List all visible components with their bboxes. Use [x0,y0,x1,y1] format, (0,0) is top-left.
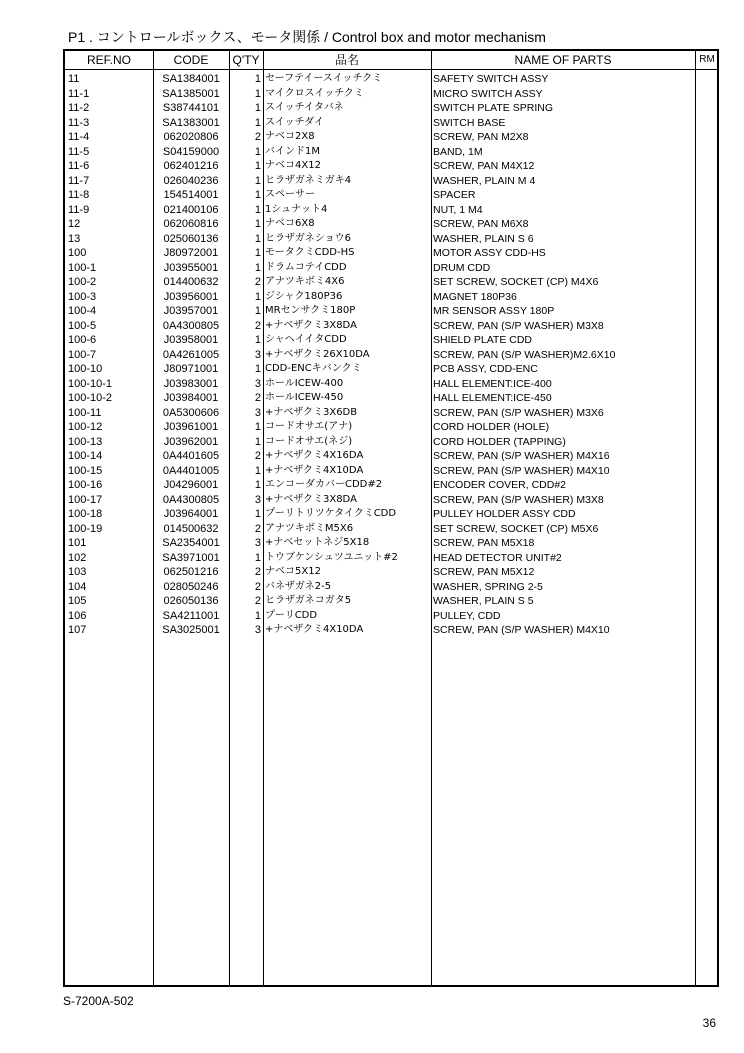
jp-name-cell: モータクミCDD-HS [265,247,355,258]
table-row [65,464,717,479]
table-row [65,304,717,319]
jp-name-cell: ホールICEW-450 [265,392,344,403]
code-cell: SA1384001 [162,73,220,85]
qty-cell: 3 [254,348,261,361]
ref-no-cell: 100-16 [68,479,103,491]
qty-cell: 2 [254,276,261,288]
jp-name-cell: スペーサー [265,189,315,200]
qty-cell: 2 [254,522,261,535]
qty-cell: 2 [254,450,261,462]
part-name-cell: PULLEY, CDD [433,609,501,622]
code-cell: SA4211001 [162,609,220,622]
code-cell: 062401216 [163,160,219,172]
code-cell: J03964001 [163,508,219,520]
qty-cell: 1 [254,247,261,259]
jp-name-cell: ヒラザガネコガタ5 [265,595,352,606]
ref-no-cell: 100-10 [68,363,103,375]
ref-no-cell: 100-11 [68,406,102,419]
jp-name-cell: エンコーダカバーCDD#2 [265,479,383,490]
ref-no-cell: 105 [68,595,87,607]
ref-no-cell: 12 [68,218,81,230]
jp-name-cell: プーリトリツケタイクミCDD [265,508,397,519]
code-cell: 021400106 [163,203,219,216]
qty-cell: 3 [254,493,261,506]
part-name-cell: SCREW, PAN M2X8 [433,131,529,143]
part-name-cell: SCREW, PAN (S/P WASHER) M4X10 [433,464,610,477]
part-name-cell: SWITCH BASE [433,116,506,129]
header-ref: REF.NO [86,53,131,67]
code-cell: 0A4261005 [162,348,220,361]
qty-cell: 1 [254,189,261,201]
qty-cell: 1 [254,421,261,433]
ref-no-cell: 100-17 [68,493,103,506]
code-cell: SA1383001 [162,116,220,129]
jp-name-cell: ナベコ4X12 [265,160,321,171]
jp-name-cell: アナツキボミ4X6 [265,276,345,287]
qty-cell: 1 [254,479,261,491]
ref-no-cell: 101 [68,537,87,549]
table-row [65,275,717,290]
code-cell: S38744101 [162,102,220,114]
table-row [65,420,717,435]
qty-cell: 2 [254,392,261,404]
ref-no-cell: 11-9 [68,203,90,216]
code-cell: J03983001 [163,377,219,390]
qty-cell: 1 [254,508,261,520]
part-name-cell: SCREW, PAN (S/P WASHER) M3X8 [433,493,604,506]
jp-name-cell: ナベコ5X12 [265,566,321,577]
part-name-cell: SHIELD PLATE CDD [433,334,532,346]
part-name-cell: SCREW, PAN M6X8 [433,218,529,230]
code-cell: S04159000 [162,145,220,158]
part-name-cell: MICRO SWITCH ASSY [433,87,543,100]
ref-no-cell: 100-3 [68,290,97,303]
qty-cell: 1 [254,174,261,187]
part-name-cell: MOTOR ASSY CDD-HS [433,247,546,259]
part-name-cell: SCREW, PAN (S/P WASHER) M4X16 [433,450,610,462]
table-row [65,145,717,160]
ref-no-cell: 11-4 [68,131,90,143]
qty-cell: 1 [254,145,261,158]
table-row [65,435,717,450]
code-cell: J03962001 [163,435,219,448]
part-name-cell: HALL ELEMENT:ICE-450 [433,392,552,404]
table-row [65,261,717,276]
table-row [65,507,717,522]
table-body [65,72,717,638]
part-name-cell: WASHER, PLAIN M 4 [433,174,536,187]
ref-no-cell: 13 [68,232,81,245]
code-cell: 062020806 [163,131,219,143]
table-row [65,72,717,87]
code-cell: 0A5300606 [162,406,220,419]
code-cell: J03961001 [163,421,219,433]
table-row [65,101,717,116]
ref-no-cell: 11-6 [68,160,90,172]
jp-name-cell: マイクロスイッチクミ [265,87,364,99]
ref-no-cell: 11-2 [68,102,90,114]
ref-no-cell: 11-7 [68,174,90,187]
table-row [65,493,717,508]
table-row [65,217,717,232]
table-row [65,565,717,580]
code-cell: 025060136 [163,232,219,245]
code-cell: J03955001 [163,261,219,274]
table-row [65,449,717,464]
jp-name-cell: プーリCDD [265,609,318,621]
ref-no-cell: 107 [68,624,87,636]
code-cell: 026050136 [163,595,219,607]
ref-no-cell: 100-4 [68,305,97,317]
qty-cell: 2 [254,595,261,607]
table-row [65,580,717,595]
jp-name-cell: MRセンサクミ180P [265,305,356,316]
qty-cell: 1 [254,290,261,303]
code-cell: 014500632 [163,522,219,535]
part-name-cell: SCREW, PAN (S/P WASHER) M4X10 [433,624,610,636]
header-code: CODE [173,53,209,67]
code-cell: 0A4300805 [162,319,220,332]
qty-cell: 1 [254,464,261,477]
document-number: S-7200A-502 [63,994,134,1008]
part-name-cell: HALL ELEMENT:ICE-400 [433,377,552,390]
jp-name-cell: +ナベザクミ3X8DA [265,319,357,331]
code-cell: 154514001 [163,189,219,201]
part-name-cell: SWITCH PLATE SPRING [433,102,553,114]
part-name-cell: WASHER, PLAIN S 5 [433,595,534,607]
qty-cell: 1 [254,203,261,216]
qty-cell: 2 [254,131,261,143]
part-name-cell: WASHER, SPRING 2-5 [433,580,543,593]
ref-no-cell: 100-15 [68,464,103,477]
jp-name-cell: ナベコ6X8 [265,218,315,229]
code-cell: J03958001 [163,334,219,346]
jp-name-cell: +ナベザクミ26X10DA [265,348,370,360]
part-name-cell: CORD HOLDER (TAPPING) [433,435,566,448]
jp-name-cell: +ナベセットネジ5X18 [265,537,370,548]
qty-cell: 1 [254,218,261,230]
table-row [65,116,717,131]
table-header [65,51,717,70]
jp-name-cell: ホールICEW-400 [265,377,344,389]
table-row [65,362,717,377]
table-row [65,188,717,203]
jp-name-cell: シャヘイイタCDD [265,334,347,345]
ref-no-cell: 100-7 [68,348,97,361]
ref-no-cell: 100-19 [68,522,103,535]
part-name-cell: PULLEY HOLDER ASSY CDD [433,508,576,520]
part-name-cell: NUT, 1 M4 [433,203,483,216]
part-name-cell: SET SCREW, SOCKET (CP) M5X6 [433,522,599,535]
qty-cell: 1 [254,435,261,448]
ref-no-cell: 100-10-1 [68,377,113,390]
qty-cell: 3 [254,624,261,636]
qty-cell: 2 [254,580,261,593]
part-name-cell: SET SCREW, SOCKET (CP) M4X6 [433,276,599,288]
ref-no-cell: 11-3 [68,116,90,129]
qty-cell: 1 [254,334,261,346]
jp-name-cell: コードオサエ(アナ) [265,421,353,432]
table-row [65,130,717,145]
qty-cell: 1 [254,116,261,129]
table-row [65,522,717,537]
code-cell: J03956001 [163,290,219,303]
qty-cell: 1 [254,232,261,245]
ref-no-cell: 100-10-2 [68,392,113,404]
qty-cell: 1 [254,73,261,85]
ref-no-cell: 100-6 [68,334,97,346]
jp-name-cell: +ナベザクミ4X10DA [265,624,364,635]
ref-no-cell: 106 [68,609,87,622]
header-qty: Q'TY [232,53,260,67]
ref-no-cell: 100-14 [68,450,103,462]
ref-no-cell: 11-8 [68,189,90,201]
part-name-cell: DRUM CDD [433,261,491,274]
part-name-cell: CORD HOLDER (HOLE) [433,421,550,433]
part-name-cell: SAFETY SWITCH ASSY [433,73,549,85]
table-row [65,594,717,609]
table-row [65,203,717,218]
code-cell: J04296001 [163,479,219,491]
part-name-cell: SCREW, PAN M5X12 [433,566,535,578]
part-name-cell: PCB ASSY, CDD-ENC [433,363,538,375]
code-cell: J80971001 [163,363,219,375]
qty-cell: 1 [254,363,261,375]
jp-name-cell: ドラムコテイCDD [265,261,347,273]
table-row [65,391,717,406]
page-title: P1 . コントロールボックス、モータ関係 / Control box and motor mechanism [68,29,546,45]
code-cell: SA3025001 [162,624,220,636]
qty-cell: 1 [254,551,261,564]
jp-name-cell: トウブケンシュツユニット#2 [265,551,398,563]
table-row [65,159,717,174]
part-name-cell: BAND, 1M [433,145,483,158]
qty-cell: 1 [254,87,261,100]
qty-cell: 1 [254,609,261,622]
header-jp-name: 品名 [334,53,359,67]
table-row [65,290,717,305]
qty-cell: 1 [254,261,261,274]
header-rm: RM [699,54,715,65]
qty-cell: 2 [254,566,261,578]
table-row [65,536,717,551]
jp-name-cell: +ナベザクミ4X16DA [265,450,364,461]
jp-name-cell: +ナベザクミ3X6DB [265,406,358,418]
ref-no-cell: 100-5 [68,319,97,332]
table-row [65,319,717,334]
table-row [65,609,717,624]
table-row [65,87,717,102]
jp-name-cell: バインド1M [265,145,320,157]
ref-no-cell: 100-18 [68,508,103,520]
part-name-cell: ENCODER COVER, CDD#2 [433,479,567,491]
code-cell: 026040236 [163,174,219,187]
code-cell: 028050246 [163,580,219,593]
code-cell: 062501216 [163,566,219,578]
ref-no-cell: 100 [68,247,87,259]
table-row [65,377,717,392]
code-cell: SA3971001 [162,551,220,564]
ref-no-cell: 11-5 [68,145,90,158]
jp-name-cell: CDD-ENCキバンクミ [265,363,362,374]
code-cell: J80972001 [163,247,219,259]
code-cell: 0A4401005 [162,464,220,477]
part-name-cell: WASHER, PLAIN S 6 [433,232,534,245]
code-cell: 062060816 [163,218,219,230]
table-row [65,333,717,348]
part-name-cell: SCREW, PAN (S/P WASHER)M2.6X10 [433,348,616,361]
ref-no-cell: 103 [68,566,87,578]
qty-cell: 3 [254,377,261,390]
ref-no-cell: 11-1 [68,87,90,100]
table-row [65,406,717,421]
table-row [65,623,717,638]
ref-no-cell: 11 [68,73,80,85]
qty-cell: 1 [254,102,261,114]
code-cell: 014400632 [163,276,219,288]
jp-name-cell: アナツキボミM5X6 [265,522,354,534]
jp-name-cell: 1シュナット4 [265,203,328,215]
part-name-cell: SPACER [433,189,476,201]
table-row [65,246,717,261]
code-cell: 0A4300805 [162,493,220,506]
part-name-cell: SCREW, PAN M5X18 [433,537,535,549]
qty-cell: 2 [254,319,261,332]
jp-name-cell: ヒラザガネショウ6 [265,232,351,244]
ref-no-cell: 102 [68,551,87,564]
ref-no-cell: 100-13 [68,435,103,448]
code-cell: J03984001 [163,392,219,404]
part-name-cell: MAGNET 180P36 [433,290,517,303]
jp-name-cell: コードオサエ(ネジ) [265,435,353,447]
ref-no-cell: 100-2 [68,276,97,288]
ref-no-cell: 104 [68,580,87,593]
table-row [65,232,717,247]
jp-name-cell: +ナベザクミ3X8DA [265,493,357,505]
jp-name-cell: セーフテイースイッチクミ [265,73,383,84]
code-cell: SA1385001 [162,87,220,100]
jp-name-cell: ジシャク180P36 [265,290,343,302]
code-cell: 0A4401605 [162,450,220,462]
jp-name-cell: +ナベザクミ4X10DA [265,464,364,476]
part-name-cell: HEAD DETECTOR UNIT#2 [433,551,562,564]
page-number: 36 [702,1016,716,1030]
jp-name-cell: バネザガネ2-5 [265,580,332,592]
jp-name-cell: ヒラザガネミガキ4 [265,174,352,186]
ref-no-cell: 100-1 [68,261,97,274]
qty-cell: 3 [254,537,261,549]
code-cell: J03957001 [163,305,219,317]
qty-cell: 1 [254,160,261,172]
qty-cell: 1 [254,305,261,317]
ref-no-cell: 100-12 [68,421,103,433]
header-parts-name: NAME OF PARTS [514,53,612,67]
table-row [65,478,717,493]
table-row [65,174,717,189]
part-name-cell: SCREW, PAN M4X12 [433,160,535,172]
table-row [65,551,717,566]
table-row [65,348,717,363]
code-cell: SA2354001 [162,537,220,549]
part-name-cell: SCREW, PAN (S/P WASHER) M3X8 [433,319,604,332]
part-name-cell: SCREW, PAN (S/P WASHER) M3X6 [433,406,604,419]
jp-name-cell: スイッチイタバネ [265,102,344,113]
qty-cell: 3 [254,406,261,419]
jp-name-cell: ナベコ2X8 [265,131,315,142]
part-name-cell: MR SENSOR ASSY 180P [433,305,555,317]
jp-name-cell: スイッチダイ [265,116,324,128]
parts-table [63,49,719,987]
